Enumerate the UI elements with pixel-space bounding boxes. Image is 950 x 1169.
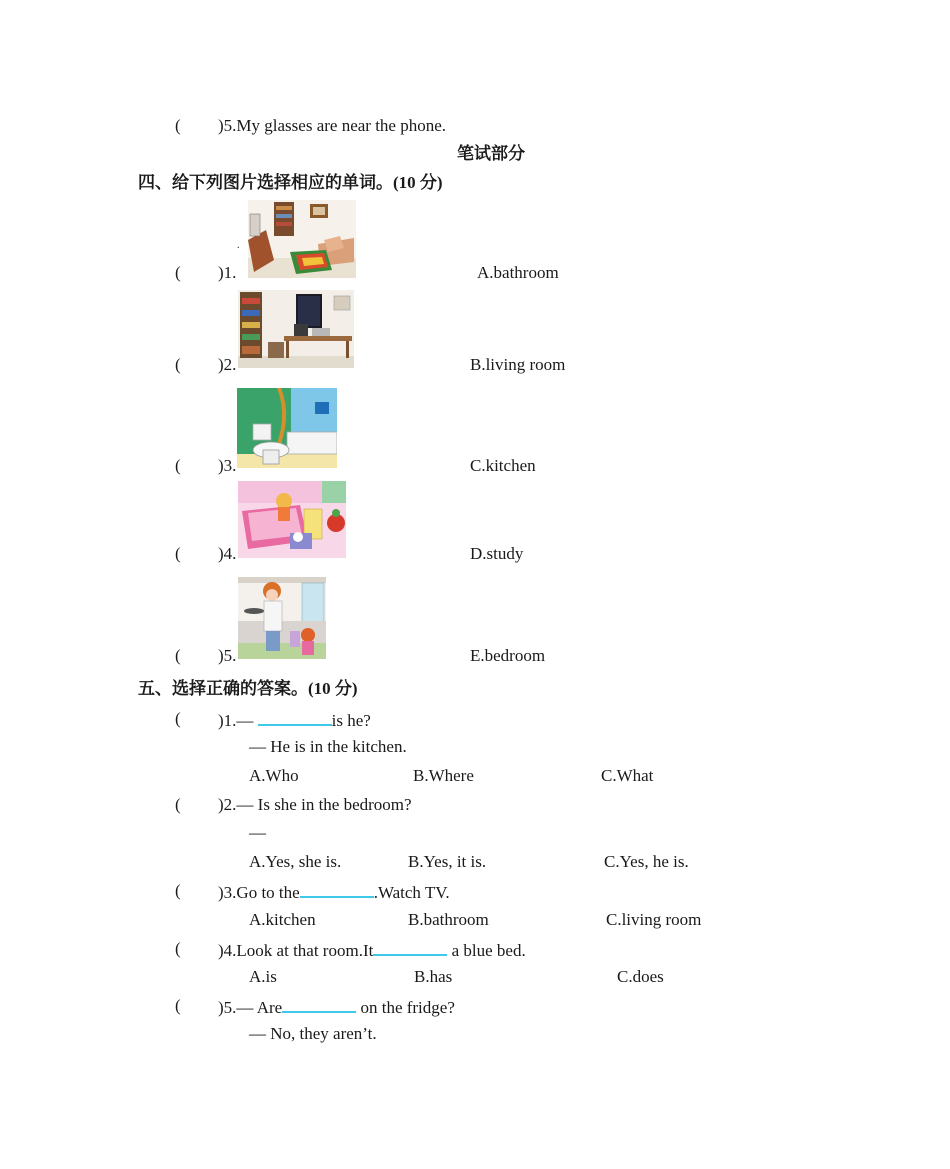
answer-blank[interactable] (258, 710, 332, 726)
paren-open: ( (175, 263, 181, 282)
question-text: )4.Look at that room.It (218, 941, 374, 960)
item-number: )3. (218, 456, 237, 475)
question-text: )5.My glasses are near the phone. (218, 116, 447, 135)
option-d: D.study (470, 544, 524, 563)
paren-open: ( (175, 544, 181, 563)
choice-c: C.What (601, 766, 654, 785)
paren-open: ( (175, 939, 181, 958)
choice-b: B.has (414, 967, 453, 986)
paren-open: ( (175, 996, 181, 1015)
question-1 (218, 710, 371, 729)
question-5 (218, 997, 455, 1016)
question-text: )1.— (218, 711, 258, 730)
choice-a: A.kitchen (249, 910, 316, 929)
stray-dot: . (237, 240, 240, 251)
paren-open: ( (175, 355, 181, 374)
item-number: )2. (218, 355, 237, 374)
question-text: )3.Go to the (218, 883, 300, 902)
choice-a: A.Yes, she is. (249, 852, 342, 871)
choice-c: C.does (617, 967, 664, 986)
study-picture (238, 290, 354, 368)
item-number: )1. (218, 263, 237, 282)
question-text: )5.— Are (218, 998, 283, 1017)
question-text: a blue bed. (447, 941, 526, 960)
choice-c: C.living room (606, 910, 702, 929)
item-number: )4. (218, 544, 237, 563)
option-c: C.kitchen (470, 456, 536, 475)
kitchen-picture (238, 577, 326, 659)
answer-blank[interactable] (282, 997, 356, 1013)
paren-open: ( (175, 881, 181, 900)
choice-a: A.is (249, 967, 277, 986)
choice-b: B.Where (413, 766, 474, 785)
question-3 (218, 882, 450, 901)
answer-line: — No, they aren’t. (249, 1024, 377, 1043)
answer-line: — (249, 823, 266, 842)
living-room-picture (248, 200, 356, 278)
paren-open: ( (175, 456, 181, 475)
choice-c: C.Yes, he is. (604, 852, 689, 871)
paren-open: ( (175, 795, 181, 814)
item-number: )5. (218, 646, 237, 665)
section-five-title: 五、选择正确的答案。(10 分) (138, 679, 358, 698)
answer-blank[interactable] (373, 940, 447, 956)
choice-b: B.Yes, it is. (408, 852, 487, 871)
answer-line: — He is in the kitchen. (249, 737, 407, 756)
choice-b: B.bathroom (408, 910, 489, 929)
question-4 (218, 940, 526, 959)
paren-open: ( (175, 116, 181, 135)
option-e: E.bedroom (470, 646, 546, 665)
bathroom-picture (237, 388, 337, 468)
question-text: on the fridge? (356, 998, 455, 1017)
section-four-title: 四、给下列图片选择相应的单词。(10 分) (138, 173, 443, 192)
answer-blank[interactable] (300, 882, 374, 898)
choice-a: A.Who (249, 766, 299, 785)
paren-open: ( (175, 646, 181, 665)
bedroom-picture (238, 481, 346, 558)
question-2: )2.— Is she in the bedroom? (218, 795, 412, 814)
question-text: .Watch TV. (373, 883, 450, 902)
option-b: B.living room (470, 355, 566, 374)
paren-open: ( (175, 709, 181, 728)
option-a: A.bathroom (477, 263, 559, 282)
written-section-header: 笔试部分 (457, 144, 525, 163)
question-text: is he? (331, 711, 371, 730)
